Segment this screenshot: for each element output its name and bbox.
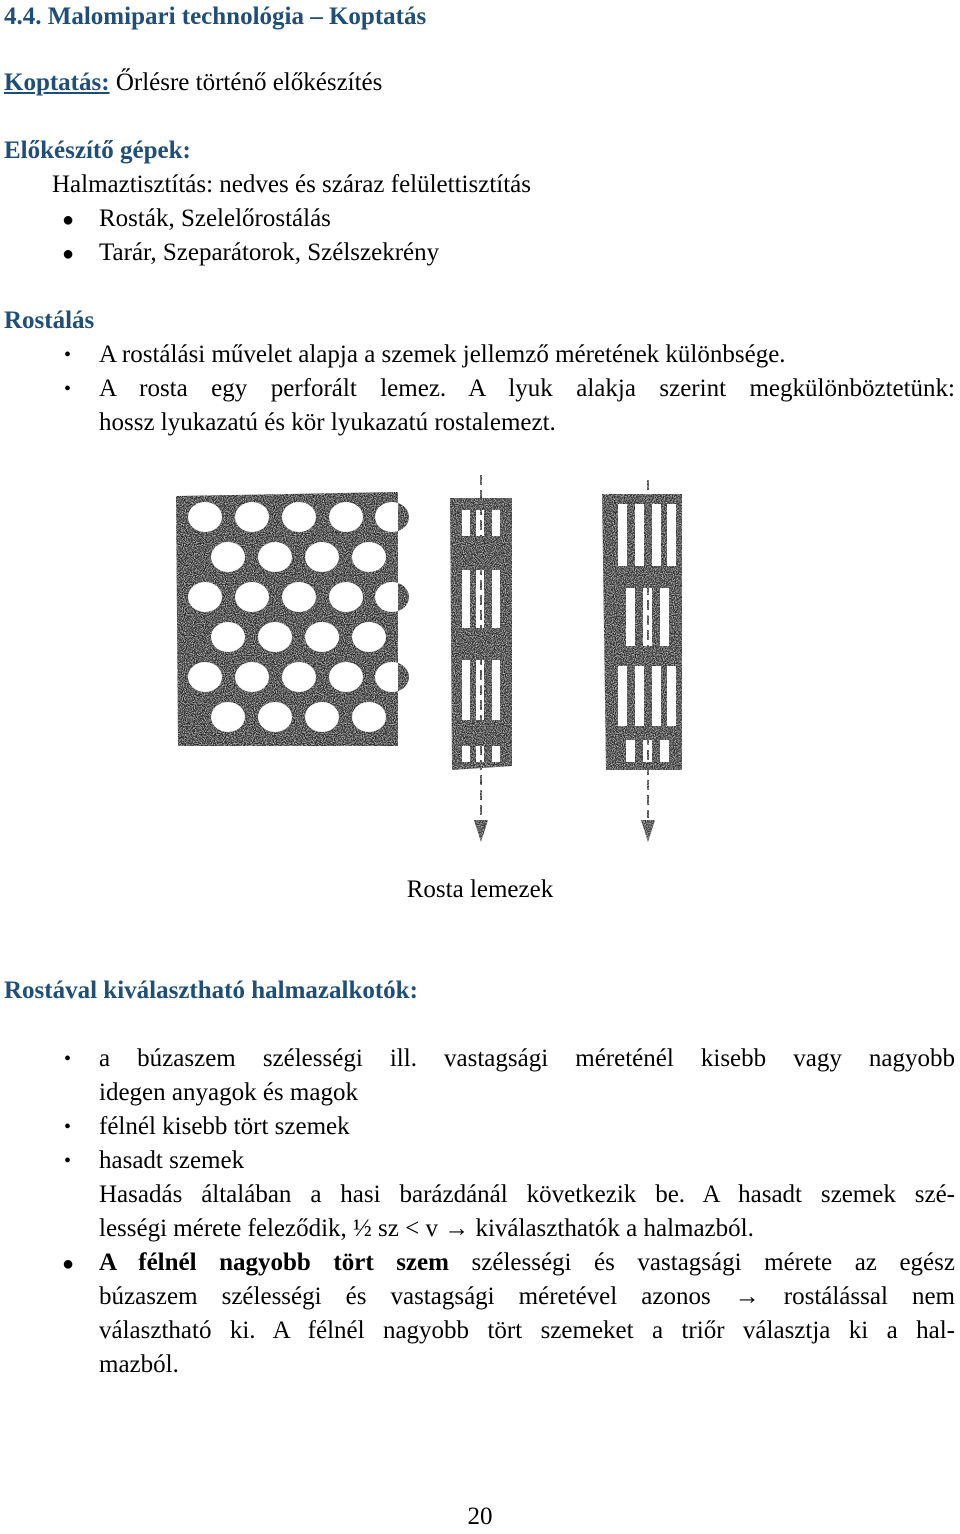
selectable-item-3-para-line-1: Hasadás általában a hasi barázdánál következik be. A hasadt szemek szé- [99, 1181, 955, 1208]
koptatas-text: Őrlésre történő előkészítés [109, 69, 383, 96]
rostalas-title: Rostálás [4, 307, 95, 334]
prep-machines-title: Előkészítő gépek: [4, 137, 191, 164]
bullet-dot: ● [62, 1253, 75, 1275]
page-number: 20 [467, 1503, 493, 1530]
prep-item-2: Tarár, Szeparátorok, Szélszekrény [99, 239, 440, 266]
bullet-dot: • [64, 1048, 72, 1070]
selectable-item-4-bold: A félnél nagyobb tört szem [99, 1249, 449, 1276]
selectable-item-4-line-1-rest: szélességi és vastagsági mérete az egész [448, 1249, 955, 1276]
bullet-dot: • [64, 1150, 72, 1172]
koptatas-label: Koptatás: [4, 69, 110, 96]
selectable-item-2: félnél kisebb tört szemek [99, 1113, 350, 1140]
slotted-plate-aligned [450, 475, 512, 842]
round-hole-plate [176, 492, 409, 746]
selectable-item-3-para-line-2: lességi mérete feleződik, ½ sz < v → kiválaszthatók a halmazból. [99, 1215, 754, 1242]
selectable-item-1-line-2: idegen anyagok és magok [99, 1079, 358, 1106]
selectable-item-4-line-3: választható ki. A félnél nagyobb tört szemeket a triőr választja ki a hal- [99, 1317, 955, 1344]
prep-machines-intro: Halmaztisztítás: nedves és száraz felülettisztítás [52, 171, 531, 198]
selectable-item-4-line-1 [99, 1246, 955, 1280]
bullet-dot: • [64, 344, 72, 366]
selectable-item-4-line-4: mazból. [99, 1351, 179, 1378]
rostalas-item-1: A rostálási művelet alapja a szemek jellemző méretének különbsége. [99, 341, 786, 368]
bullet-dot: ● [62, 209, 75, 231]
page-heading: 4.4. Malomipari technológia – Koptatás [4, 3, 427, 30]
rostalas-item-2-line-1: A rosta egy perforált lemez. A lyuk alakja szerint megkülönböztetünk: [99, 375, 955, 402]
selectable-item-4-line-2: búzaszem szélességi és vastagsági méretével azonos → rostálással nem [99, 1283, 955, 1310]
slotted-plate-staggered [602, 480, 682, 842]
bullet-dot: • [64, 1116, 72, 1138]
rostalas-item-2-line-2: hossz lyukazatú és kör lyukazatú rostalemezt. [99, 409, 556, 436]
sieve-plates-figure [170, 470, 750, 850]
bullet-dot: ● [62, 243, 75, 265]
prep-item-1: Rosták, Szelelőrostálás [99, 205, 331, 232]
selectable-title: Rostával kiválasztható halmazalkotók: [4, 977, 418, 1004]
selectable-item-3: hasadt szemek [99, 1147, 245, 1174]
figure-caption: Rosta lemezek [406, 876, 554, 903]
bullet-dot: • [64, 378, 72, 400]
koptatas-line [4, 66, 382, 100]
selectable-item-1-line-1: a búzaszem szélességi ill. vastagsági méreténél kisebb vagy nagyobb [99, 1045, 955, 1072]
